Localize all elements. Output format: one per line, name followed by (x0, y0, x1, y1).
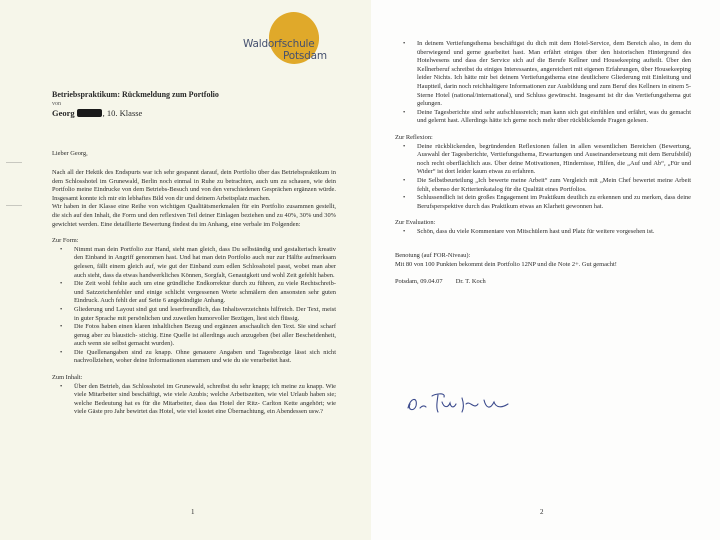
greeting: Lieber Georg, (52, 150, 88, 157)
reflection-heading: Zur Reflexion: (395, 133, 433, 141)
evaluation-list (395, 228, 691, 237)
letter-body-left (52, 169, 336, 417)
reflection-list (395, 143, 691, 212)
grading-text: Mit 80 von 100 Punkten bekommt dein Portfolio 12NP und die Note 2+. Gut gemacht! (395, 261, 617, 269)
logo-text-line1: Waldorfschule (243, 38, 315, 50)
teacher-name: Dr. T. Koch (455, 277, 486, 285)
page-number: 1 (191, 508, 195, 516)
student-line (52, 108, 142, 118)
content-list (52, 383, 336, 417)
reflection-item: • Die Selbstbeurteilung „Ich bewerte meine Arbeit“ zum Vergleich mit „Mein Chef bewertet meine Arbeit fehlt, ebenso der Kriterienkatalog für die Qualität eines Portfolios. (417, 177, 691, 194)
form-list (52, 246, 336, 366)
redacted-surname (77, 109, 102, 117)
place-date-teacher (395, 278, 691, 287)
evaluation-heading: Zur Evaluation: (395, 219, 436, 227)
reflection-item: • Schlussendlich ist dein großes Engagement im Praktikum deutlich zu erkennen und zu merken, dass deine Berufsperspektive durch das Praktikum etwas an Klarheit gewonnen hat. (417, 194, 691, 211)
school-logo (243, 8, 334, 68)
content-item: • Über den Betrieb, das Schlosshotel im Grunewald, schreibst du sehr knapp; ich meine zu knapp. Wie viele Mitarbeiter sind beschäftigt, wie viele Azubis; welche Arbeitszeiten, wie viel Urlaub haben sie; welche Bedeutung hat es für die Mitarbeiter, dass das Hotel der Ritz- Carlton Kette angehört; wie viele Gäste pro Jahr bewirtet das Hotel, wie viel kostet eine Übernachtung, ein Abendessen usw.? (74, 383, 336, 417)
form-item: • Gliederung und Layout sind gut und leserfreundlich, das Inhaltsverzeichnis hilfreich. Der Text, meist in guter Sprache mit persönlichen und zuweilen humorvoller Bezügen, liest sich flüssig. (74, 306, 336, 323)
place-date: Potsdam, 09.04.07 (395, 277, 443, 285)
student-class: , 10. Klasse (102, 108, 143, 118)
content-list-continued (395, 40, 691, 126)
content-heading: Zum Inhalt: (52, 374, 83, 382)
form-item: • Die Quellenangaben sind zu knapp. Ohne genauere Angaben und Tagesbezüge lässt sich nicht nachvollziehen, woher deine Informationen stammen und wie du sie verarbeitet hast. (74, 349, 336, 366)
form-item: • Die Zeit wohl fehlte auch um eine gründliche Endkorrektur durch zu führen, zu viele Rechtschreib- und Satzzeichenfehler und einige schlicht vergessenen Worte schmälern den ansonsten sehr guten Eindruck. Auch fehlt der auf Seite 6 angekündigte Anhang. (74, 280, 336, 306)
content-item: • Deine Tagesberichte sind sehr aufschlussreich; man kann sich gut einfühlen und erfährt, was du gemacht und gelernt hast. Allerdings hätte ich gerne noch mehr über rückblickende Fragen gelesen. (417, 109, 691, 126)
student-first-name: Georg (52, 108, 75, 118)
form-heading: Zur Form: (52, 237, 79, 245)
form-item: • Nimmt man dein Portfolio zur Hand, sieht man gleich, dass Du selbständig und gestalterisch kreativ den Einband in Angriff genommen hast. Und hat man dein Portfolio auch nur zur Hälfte aufmerksam gelesen, fällt einem gleich auf, wie gut der Einband zum edlen Schlosshotel passt, wobei man aber auch sieht, dass da etwas handwerkliches Können, Sorgfalt, Genauigkeit und wohl Zeit gefehlt haben. (74, 246, 336, 280)
intro-paragraph-1: Nach all der Hektik des Endspurts war ich sehr gespannt darauf, dein Portfolio über das Betriebspraktikum in dem Schlosshotel im Grunewald, Berlin noch einmal in Ruhe zu betrachten, auch um zu schauen, wie dein Portfolio meine Eindrucke von dem Betriebs-Besuch und von den verschiedenen Gesprächen ergänzen würde. Insgesamt konnte ich mir ein lebhaftes Bild von dir und deinem Arbeitsplatz machen. (52, 169, 336, 202)
intro-paragraph-2: Wir haben in der Klasse eine Reihe von wichtigen Qualitätsmerkmalen für ein Portfolio zusammen gestellt, die sich auf den Inhalt, die Form und den reflexiven Teil deiner Einlagen beziehen und zu 40%, 30% und 30% gewichtet werden. Eine detaillierte Bewertung findest du im Anhang, eine verbale im Folgenden: (52, 203, 336, 228)
content-item: • In deinem Vertiefungsthema beschäftigst du dich mit dem Hotel-Service, dem Bereich also, in dem du überwiegend und gerne gearbeitet hast. Man erfährt einiges über den historischen Hintergrund des Hotelwesens und dass der Service sich auf die Berufe Kellner und Housekeeping aufteilt. Über den Kellnerberuf schreibst du einiges Interessantes, angereichert mit eigenen Erfahrungen, über Housekeeping leider Nichts. Ich hätte mir bei deinem Vertiefungsthema eine deutlichere Gliederung mit Einleitung und Hauptteil, darin noch reichhaltigere Informationen zur Ausbildung und zum Beruf des Kellners in einem 5-Sterne Hotel (national/international), und Schluss gewünscht. Insgesamt ist dir das Vertiefungsthema gut gelungen. (417, 40, 691, 109)
page-number: 2 (540, 508, 544, 516)
scan-edge-mark (6, 162, 22, 163)
grading-label: Benotung (auf FOR-Niveau): (395, 252, 471, 260)
logo-text-line2: Potsdam (283, 50, 327, 62)
evaluation-item: • Schön, dass du viele Kommentare von Mitschülern hast und Platz für weitere vorgesehen ist. (417, 228, 691, 237)
letter-body-right (395, 40, 691, 286)
document-title: Betriebspraktikum: Rückmeldung zum Portfolio (52, 90, 219, 99)
form-item: • Die Fotos haben einen klaren inhaltlichen Bezug und ergänzen anschaulich den Text. Sie sind scharf genug aber zu blaustich- stichig. Eine Quelle ist allerdings auch anzugeben (bei aller Bescheidenheit, auch wenn sie selbst gemacht wurden). (74, 323, 336, 349)
reflection-item: • Deine rückblickenden, begründenden Reflexionen fallen in allen wesentlichen Bereichen (Bewertung, Auswahl der Tagesberichte, Vertiefungsthema, Erwartungen und Auseinandersetzung mit dem Berufsbild) noch recht oberflächlich aus. Über deine Motivationen, Hindernisse, Hilfen, die „Auf und Ab“, „Für und Wider“ ist dort leider kaum etwas zu erfahren. (417, 143, 691, 177)
scan-edge-mark (6, 205, 22, 206)
signature-icon (404, 388, 514, 418)
von-label: von (52, 101, 61, 107)
